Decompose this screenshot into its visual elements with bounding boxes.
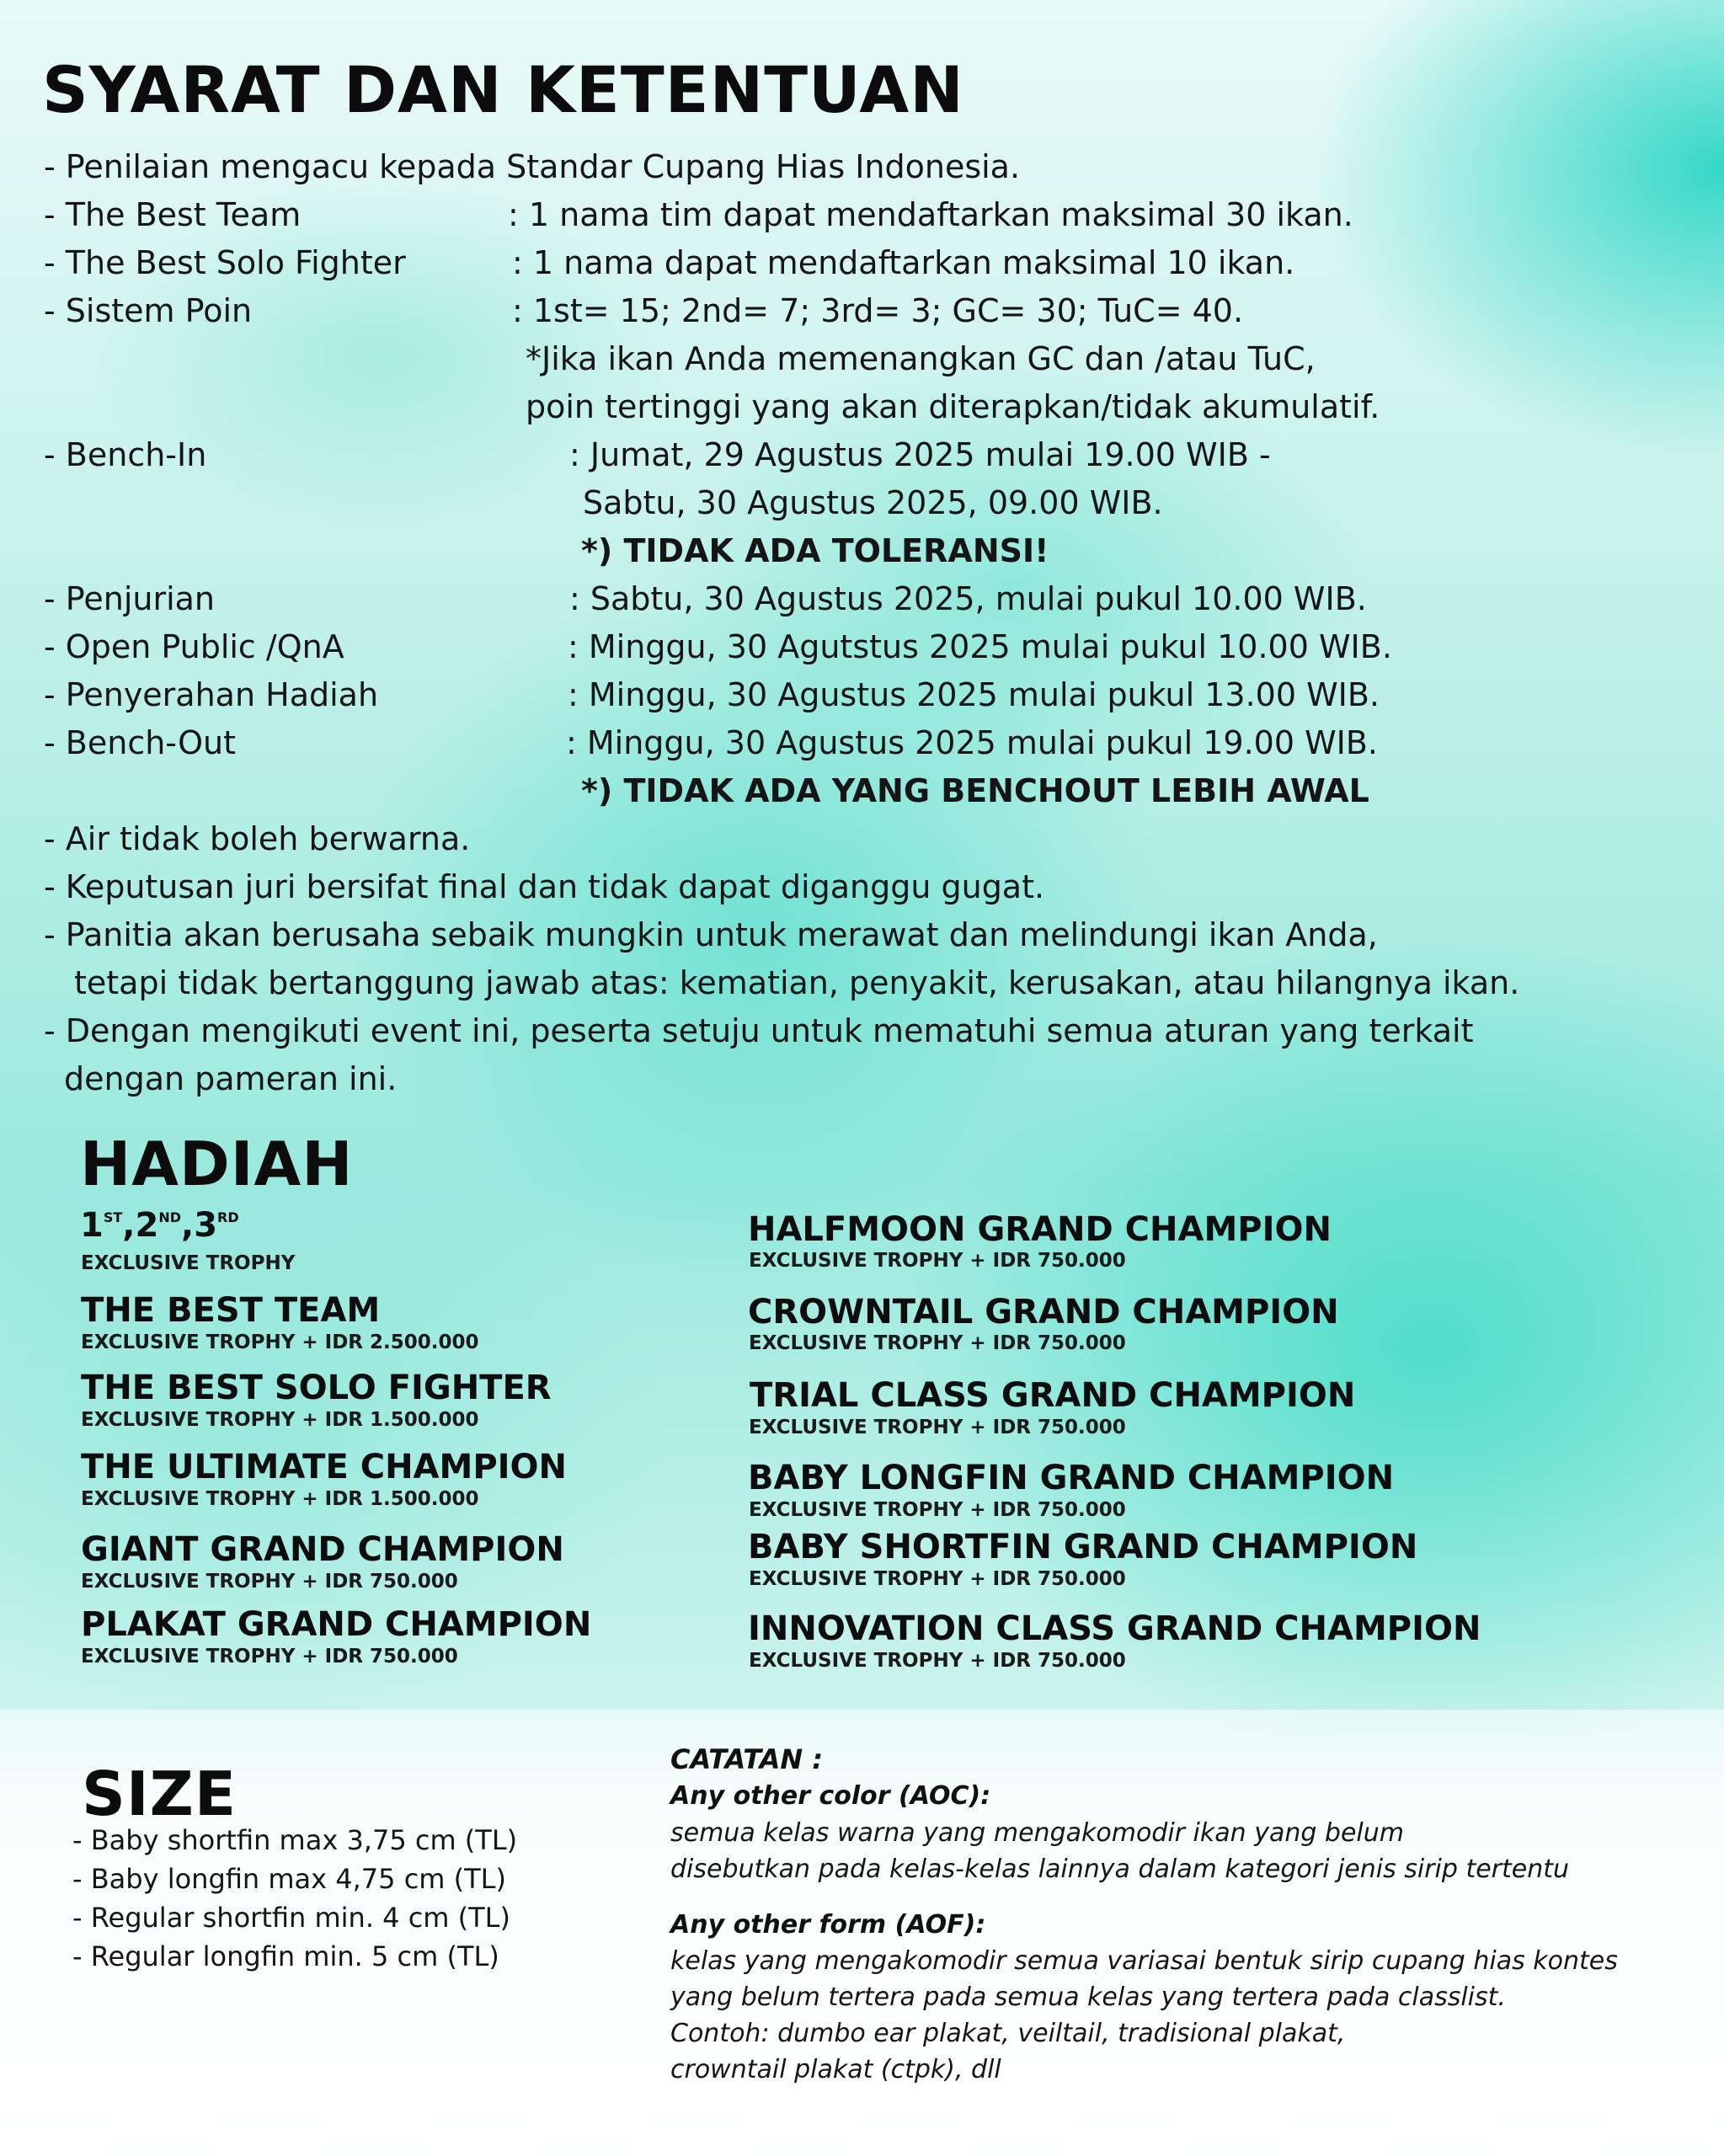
rank-1: 1: [80, 1206, 104, 1245]
poin-note-1: *Jika ikan Anda memenangkan GC dan /atau TuC,: [526, 340, 1316, 377]
syarat-air: - Air tidak boleh berwarna.: [44, 820, 471, 857]
rank-2: 2: [135, 1206, 159, 1245]
benchout-note: *) TIDAK ADA YANG BENCHOUT LEBIH AWAL: [581, 772, 1369, 809]
best-team-label: - The Best Team: [44, 196, 302, 233]
benchin-value-2: Sabtu, 30 Agustus 2025, 09.00 WIB.: [583, 484, 1163, 521]
prize-title: THE BEST TEAM: [81, 1291, 381, 1330]
benchin-value-1: : Jumat, 29 Agustus 2025 mulai 19.00 WIB -: [569, 436, 1271, 473]
prize-title: THE ULTIMATE CHAMPION: [81, 1448, 567, 1486]
syarat-panitia-1: - Panitia akan berusaha sebaik mungkin untuk merawat dan melindungi ikan Anda,: [44, 916, 1378, 953]
prize-title: THE BEST SOLO FIGHTER: [81, 1369, 552, 1407]
prize-title: BABY LONGFIN GRAND CHAMPION: [748, 1459, 1395, 1497]
benchout-label: - Bench-Out: [44, 724, 236, 761]
benchin-label: - Bench-In: [44, 436, 207, 473]
prize-sub: EXCLUSIVE TROPHY + IDR 750.000: [749, 1650, 1126, 1672]
prize-sub: EXCLUSIVE TROPHY + IDR 750.000: [81, 1571, 458, 1593]
prize-title: INNOVATION CLASS GRAND CHAMPION: [748, 1609, 1481, 1648]
poin-value: : 1st= 15; 2nd= 7; 3rd= 3; GC= 30; TuC= 40.: [512, 292, 1244, 329]
penjurian-label: - Penjurian: [44, 580, 216, 617]
prize-title: HALFMOON GRAND CHAMPION: [748, 1210, 1332, 1249]
prize-sub: EXCLUSIVE TROPHY + IDR 750.000: [749, 1332, 1126, 1354]
syarat-panitia-2: tetapi tidak bertanggung jawab atas: kematian, penyakit, kerusakan, atau hilangnya ikan.: [74, 964, 1520, 1001]
prize-title: CROWNTAIL GRAND CHAMPION: [748, 1293, 1339, 1331]
hadiah-title: HADIAH: [80, 1129, 354, 1199]
best-team-value: : 1 nama tim dapat mendaftarkan maksimal 30 ikan.: [508, 196, 1353, 233]
solo-value: : 1 nama dapat mendaftarkan maksimal 10 ikan.: [512, 244, 1295, 281]
aoc-line-2: disebutkan pada kelas-kelas lainnya dalam kategori jenis sirip tertentu: [670, 1854, 1570, 1884]
aoc-title: Any other color (AOC):: [670, 1781, 991, 1811]
aof-line-3: Contoh: dumbo ear plakat, veiltail, tradisional plakat,: [670, 2019, 1346, 2048]
rank-sep-1: ,: [122, 1206, 136, 1245]
syarat-title: SYARAT DAN KETENTUAN: [42, 52, 964, 127]
size-item: - Regular longfin min. 5 cm (TL): [72, 1940, 499, 1972]
rank-2-sup: ND: [158, 1209, 181, 1225]
prize-title: GIANT GRAND CHAMPION: [81, 1530, 564, 1569]
syarat-dengan-1: - Dengan mengikuti event ini, peserta setuju untuk mematuhi semua aturan yang terkait: [44, 1012, 1474, 1049]
hadiah-label: - Penyerahan Hadiah: [44, 676, 379, 713]
syarat-dengan-2: dengan pameran ini.: [64, 1060, 398, 1097]
rank-trophy-sub: EXCLUSIVE TROPHY: [81, 1252, 296, 1274]
open-label: - Open Public /QnA: [44, 628, 344, 665]
aof-line-4: crowntail plakat (ctpk), dll: [670, 2055, 1001, 2084]
rank-1-sup: ST: [103, 1209, 123, 1225]
syarat-keputusan: - Keputusan juri bersifat final dan tidak dapat diganggu gugat.: [44, 868, 1045, 905]
hadiah-value: : Minggu, 30 Agustus 2025 mulai pukul 13.00 WIB.: [568, 676, 1380, 713]
prize-sub: EXCLUSIVE TROPHY + IDR 750.000: [749, 1417, 1126, 1438]
aof-line-2: yang belum tertera pada semua kelas yang tertera pada classlist.: [670, 1983, 1506, 2012]
poin-note-2: poin tertinggi yang akan diterapkan/tidak akumulatif.: [526, 388, 1380, 425]
rank-3: 3: [194, 1206, 218, 1245]
rank-sep-2: ,: [181, 1206, 195, 1245]
size-item: - Regular shortfin min. 4 cm (TL): [72, 1902, 510, 1934]
rank-3-sup: RD: [217, 1209, 239, 1225]
prize-sub: EXCLUSIVE TROPHY + IDR 1.500.000: [81, 1409, 479, 1431]
syarat-penilaian: - Penilaian mengacu kepada Standar Cupang Hias Indonesia.: [44, 148, 1021, 185]
size-title: SIZE: [82, 1758, 238, 1829]
aof-line-1: kelas yang mengakomodir semua variasai bentuk sirip cupang hias kontes: [670, 1946, 1618, 1976]
prize-sub: EXCLUSIVE TROPHY + IDR 750.000: [81, 1646, 458, 1668]
prize-title: TRIAL CLASS GRAND CHAMPION: [750, 1376, 1356, 1415]
size-item: - Baby longfin max 4,75 cm (TL): [72, 1863, 506, 1895]
catatan-title: CATATAN :: [670, 1743, 824, 1775]
benchin-note: *) TIDAK ADA TOLERANSI!: [581, 532, 1049, 569]
prize-sub: EXCLUSIVE TROPHY + IDR 750.000: [749, 1250, 1126, 1272]
size-item: - Baby shortfin max 3,75 cm (TL): [72, 1824, 518, 1856]
benchout-value: : Minggu, 30 Agustus 2025 mulai pukul 19.00 WIB.: [566, 724, 1379, 761]
solo-label: - The Best Solo Fighter: [44, 244, 406, 281]
aof-title: Any other form (AOF):: [670, 1910, 986, 1940]
prize-title: BABY SHORTFIN GRAND CHAMPION: [748, 1528, 1418, 1566]
prize-sub: EXCLUSIVE TROPHY + IDR 1.500.000: [81, 1488, 479, 1510]
prize-title: PLAKAT GRAND CHAMPION: [81, 1605, 592, 1644]
open-value: : Minggu, 30 Agutstus 2025 mulai pukul 10.00 WIB.: [568, 628, 1392, 665]
prize-sub: EXCLUSIVE TROPHY + IDR 750.000: [749, 1568, 1126, 1590]
prize-sub: EXCLUSIVE TROPHY + IDR 2.500.000: [81, 1331, 479, 1353]
aoc-line-1: semua kelas warna yang mengakomodir ikan yang belum: [670, 1818, 1404, 1848]
prize-sub: EXCLUSIVE TROPHY + IDR 750.000: [749, 1499, 1126, 1521]
rank-trophy-title: [80, 1206, 239, 1245]
poin-label: - Sistem Poin: [44, 292, 253, 329]
penjurian-value: : Sabtu, 30 Agustus 2025, mulai pukul 10.00 WIB.: [569, 580, 1367, 617]
